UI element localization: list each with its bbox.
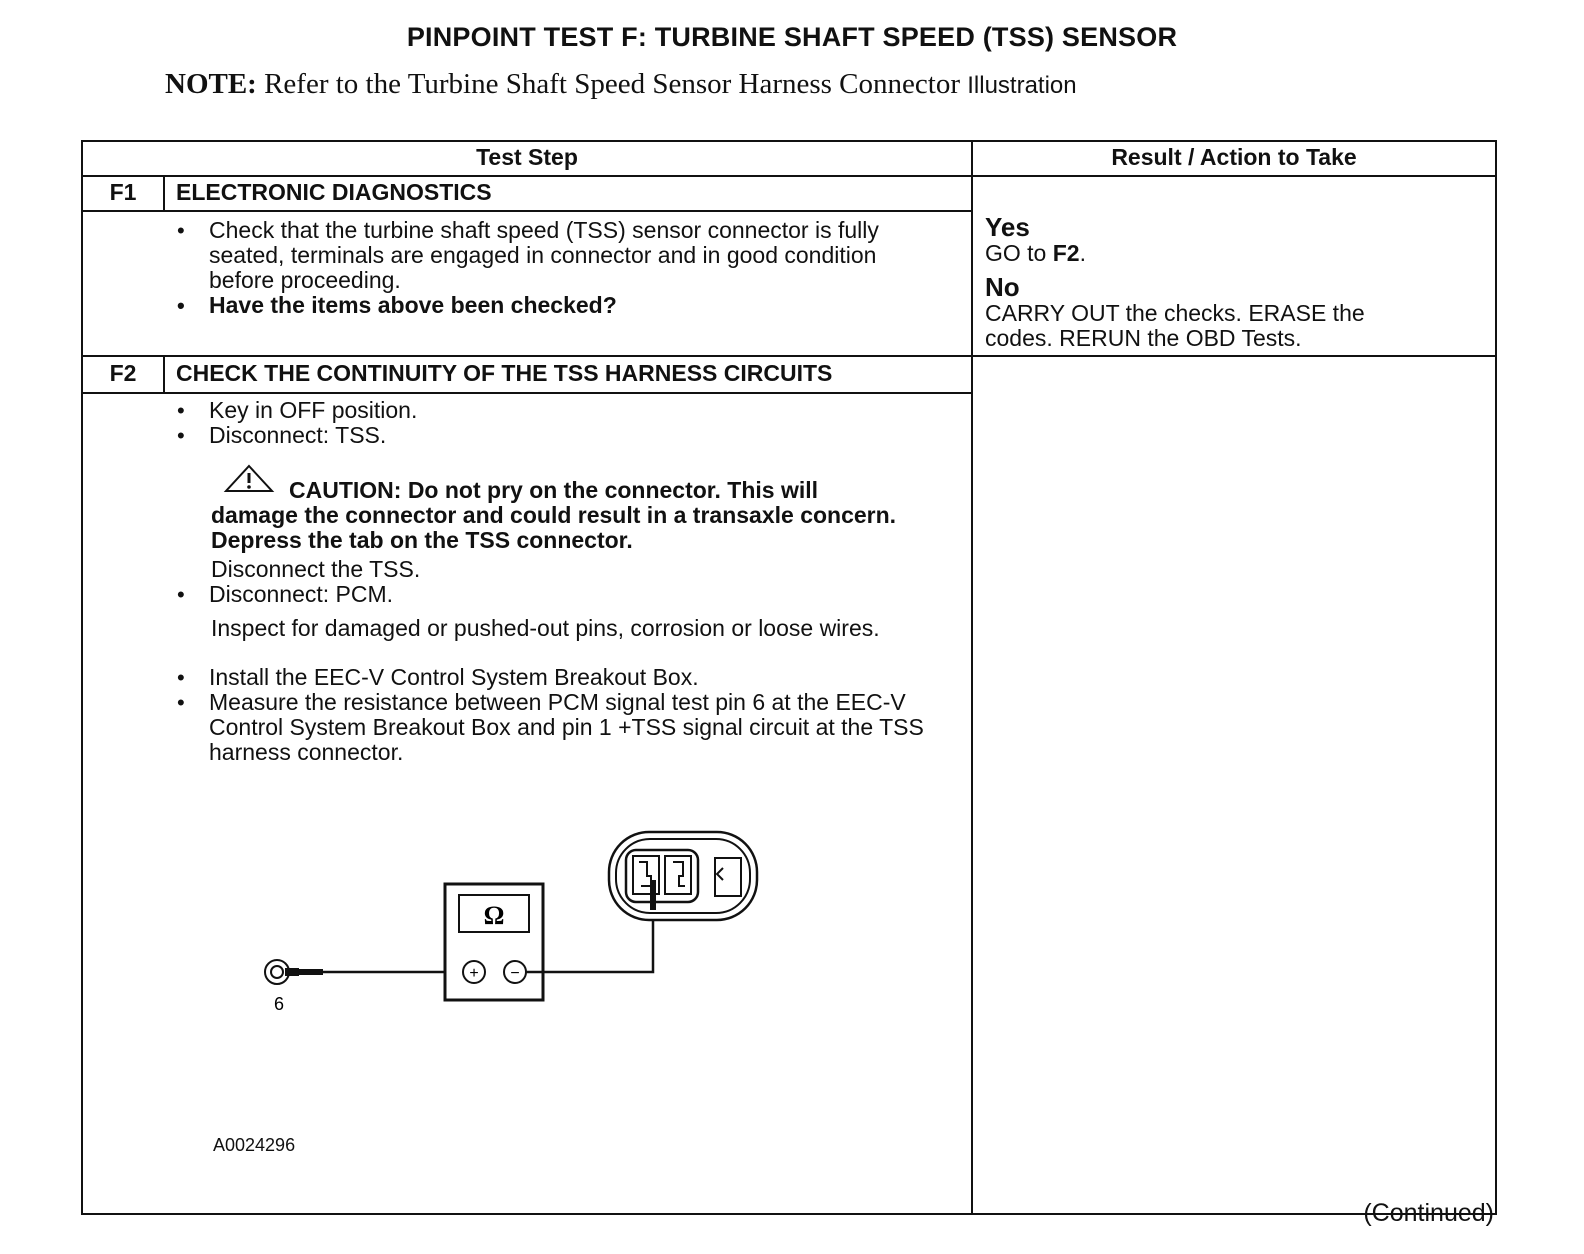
note-suffix: Illustration <box>967 72 1077 99</box>
f1-yes-pre: GO to <box>985 240 1053 266</box>
figure-id: A0024296 <box>213 1135 296 1155</box>
id-divider-f2 <box>163 355 165 392</box>
f1-end-divider <box>83 355 1495 357</box>
f1-yes-target: F2 <box>1052 240 1080 266</box>
list-item: • Install the EEC-V Control System Breakout Box. <box>171 665 931 690</box>
list-item: • Check that the turbine shaft speed (TSS) sensor connector is fully seated, terminals are engaged in connector and in good condition before proceeding. <box>171 218 931 293</box>
page-title: PINPOINT TEST F: TURBINE SHAFT SPEED (TSS) SENSOR <box>406 22 1178 52</box>
header-divider <box>83 175 1495 177</box>
f2-caution: CAUTION: Do not pry on the connector. This will damage the connector and could result in a transaxle concern. Depress the tab on the TSS connector. <box>211 477 897 553</box>
list-item: • Disconnect: TSS. <box>171 423 931 448</box>
f2-title-divider <box>83 392 971 394</box>
header-result: Result / Action to Take <box>1111 144 1357 170</box>
note-label: NOTE: <box>165 68 257 100</box>
f1-title-divider <box>83 210 971 212</box>
list-item: • Key in OFF position. <box>171 398 931 423</box>
continued-label: (Continued) <box>1363 1199 1494 1227</box>
f2-bullet-list-c <box>171 665 931 765</box>
f2-inspect: Inspect for damaged or pushed-out pins, corrosion or loose wires. <box>211 615 880 641</box>
test-figure <box>253 822 773 1042</box>
meter-plus: + <box>469 965 479 982</box>
note-text: Refer to the Turbine Shaft Speed Sensor Harness Connector <box>264 68 960 100</box>
f1-yes-post: . <box>1079 240 1086 266</box>
meter-symbol: Ω <box>483 901 505 930</box>
f2-after-caution: Disconnect the TSS. <box>211 556 421 582</box>
step-title-f1: ELECTRONIC DIAGNOSTICS <box>176 179 492 205</box>
f1-yes-label: Yes <box>985 212 1030 242</box>
f1-bullet-list <box>171 218 931 318</box>
list-item: • Have the items above been checked? <box>171 293 931 318</box>
meter-minus: − <box>510 965 520 982</box>
step-id-f1: F1 <box>109 179 137 205</box>
f1-no-label: No <box>985 272 1020 302</box>
pin-label: 6 <box>273 994 285 1014</box>
f1-no-text: CARRY OUT the checks. ERASE the codes. RERUN the OBD Tests. <box>985 300 1365 351</box>
id-divider-f1 <box>163 175 165 210</box>
col-divider <box>971 142 973 1213</box>
note-line <box>165 68 1077 101</box>
f2-bullet-list-a <box>171 398 931 448</box>
connector-icon <box>609 832 757 920</box>
f2-bullet-list-b <box>171 582 931 607</box>
step-title-f2: CHECK THE CONTINUITY OF THE TSS HARNESS CIRCUITS <box>176 360 833 386</box>
step-id-f2: F2 <box>109 360 137 386</box>
list-item: • Disconnect: PCM. <box>171 582 931 607</box>
list-item: • Measure the resistance between PCM signal test pin 6 at the EEC-V Control System Breakout Box and pin 1 +TSS signal circuit at the TSS harness connector. <box>171 690 931 765</box>
header-test-step: Test Step <box>476 144 578 170</box>
f1-yes-text <box>985 241 1086 266</box>
pinpoint-table <box>81 140 1497 1215</box>
breakout-pin-icon <box>265 960 323 984</box>
